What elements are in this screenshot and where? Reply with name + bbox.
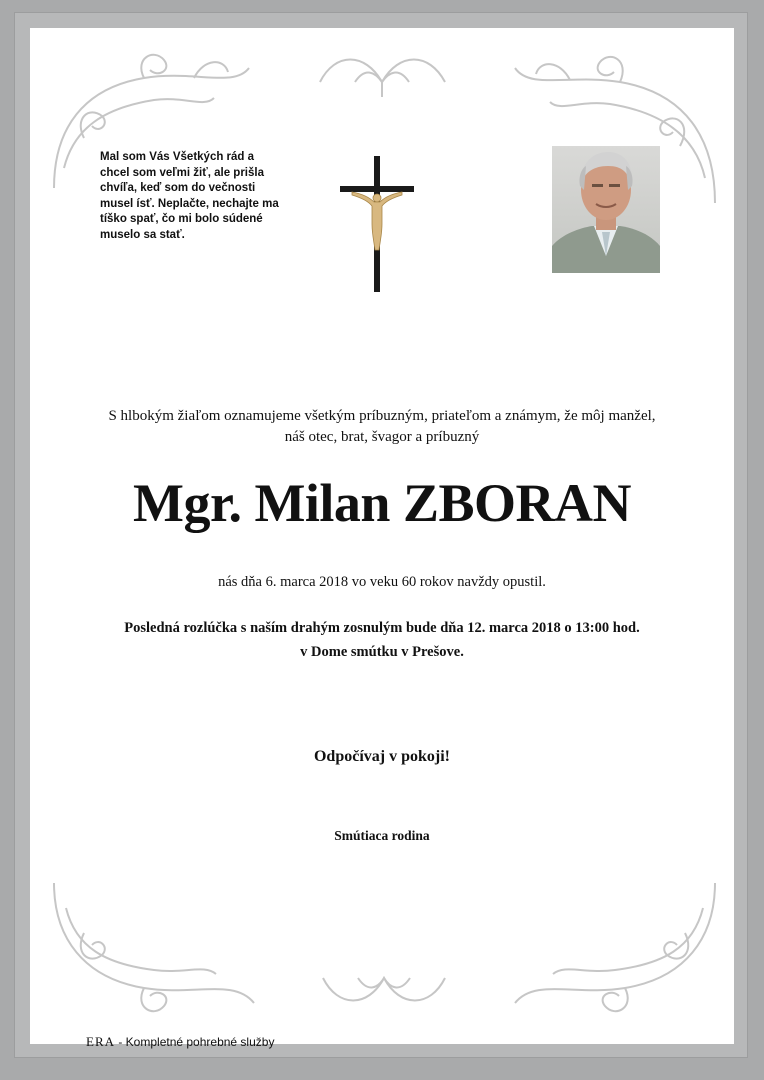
announcement-line-2: náš otec, brat, švagor a príbuzný bbox=[284, 429, 480, 445]
announcement-line-1: S hlbokým žiaľom oznamujeme všetkým príbuzným, priateľom a známym, že môj manžel, bbox=[108, 408, 656, 424]
deceased-name: Mgr. Milan ZBORAN bbox=[132, 473, 631, 533]
announcement-text bbox=[60, 406, 704, 448]
floral-ornament-bottom-right bbox=[510, 878, 725, 1028]
floral-ornament-top-center bbox=[315, 42, 450, 102]
portrait-photo bbox=[552, 146, 660, 273]
death-notice: nás dňa 6. marca 2018 vo veku 60 rokov navždy opustil. bbox=[218, 574, 546, 590]
signature: Smútiaca rodina bbox=[334, 828, 430, 843]
floral-ornament-bottom-left bbox=[44, 878, 259, 1028]
funeral-line-2: v Dome smútku v Prešove. bbox=[300, 644, 464, 660]
era-logo: ERA bbox=[86, 1034, 115, 1049]
funeral-line-1: Posledná rozlúčka s naším drahým zosnulým bude dňa 12. marca 2018 o 13:00 hod. bbox=[124, 620, 640, 636]
crucifix-icon bbox=[338, 154, 418, 294]
closing-phrase: Odpočívaj v pokoji! bbox=[313, 748, 450, 765]
floral-ornament-bottom-center bbox=[318, 968, 450, 1018]
funeral-info bbox=[60, 616, 704, 664]
memorial-verse: Mal som Vás Všetkých rád a chcel som veľmi žiť, ale prišla chvíľa, keď som do večnosti musel ísť. Neplačte, nechajte ma tíško spať, čo mi bolo súdené muselo sa stať. bbox=[100, 151, 279, 241]
footer bbox=[86, 1034, 274, 1050]
footer-text: - Kompletné pohrebné služby bbox=[118, 1035, 275, 1049]
